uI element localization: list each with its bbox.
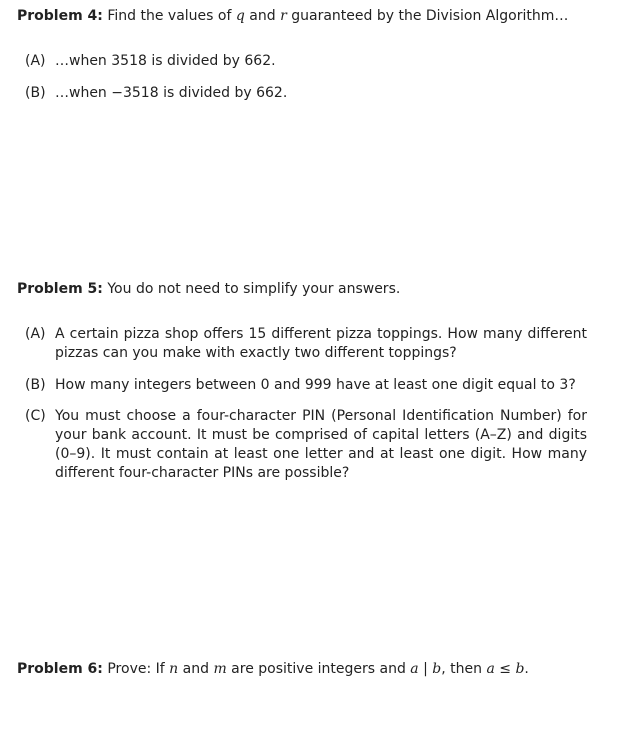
part-text: How many integers between 0 and 999 have at least one digit equal to 3? — [55, 377, 576, 393]
variable-b-2: b — [515, 661, 525, 677]
problem-4-parts — [17, 52, 587, 103]
problem-6-text-3: are positive integers and — [231, 661, 406, 677]
problem-4-intro-before: Find the values of — [107, 8, 232, 24]
part-text: You must choose a four-character PIN (Personal Identification Number) for your bank account. It must be comprised of capital letters (A–Z) and digits (0–9). It must contain at least one letter and at least one digit. How many different four-character PINs are possible? — [55, 408, 587, 481]
problem-6-text-5: . — [524, 661, 529, 677]
problem-6-text-4: , then — [441, 661, 482, 677]
problem-5-statement — [17, 280, 587, 299]
problem-5-part-b — [17, 376, 587, 395]
part-letter: (B) — [25, 85, 46, 101]
problem-5 — [17, 280, 587, 483]
problem-6-label: Problem 6: — [17, 661, 103, 677]
part-letter: (A) — [25, 53, 46, 69]
problem-4-part-a — [17, 52, 587, 71]
variable-a-2: a — [486, 661, 495, 677]
problem-6-text-1: Prove: If — [107, 661, 165, 677]
problem-4-part-b — [17, 84, 587, 103]
variable-r: r — [280, 8, 287, 24]
problem-4-statement — [17, 7, 587, 26]
problem-5-part-c — [17, 407, 587, 483]
part-text: …when 3518 is divided by 662. — [55, 53, 276, 69]
problem-4 — [17, 7, 587, 103]
variable-m: m — [213, 661, 227, 677]
problem-5-label: Problem 5: — [17, 281, 103, 297]
problem-6-text-2: and — [182, 661, 209, 677]
part-letter: (A) — [25, 326, 46, 342]
problem-5-part-a — [17, 325, 587, 363]
part-text: A certain pizza shop offers 15 different pizza toppings. How many different pizzas can you make with exactly two different toppings? — [55, 326, 587, 361]
variable-a: a — [410, 661, 419, 677]
problem-6-statement — [17, 660, 587, 679]
problem-6 — [17, 660, 587, 679]
part-text: …when −3518 is divided by 662. — [55, 85, 288, 101]
part-letter: (C) — [25, 408, 46, 424]
variable-n: n — [169, 661, 179, 677]
problem-4-label: Problem 4: — [17, 8, 103, 24]
problem-5-intro: You do not need to simplify your answers. — [107, 281, 401, 297]
problem-4-intro-after: guaranteed by the Division Algorithm… — [291, 8, 569, 24]
problem-5-parts — [17, 325, 587, 483]
variable-b: b — [432, 661, 442, 677]
part-letter: (B) — [25, 377, 46, 393]
problem-4-intro-and: and — [249, 8, 276, 24]
variable-q: q — [235, 8, 245, 24]
divides-symbol: | — [423, 661, 428, 677]
leq-symbol: ≤ — [499, 661, 511, 677]
